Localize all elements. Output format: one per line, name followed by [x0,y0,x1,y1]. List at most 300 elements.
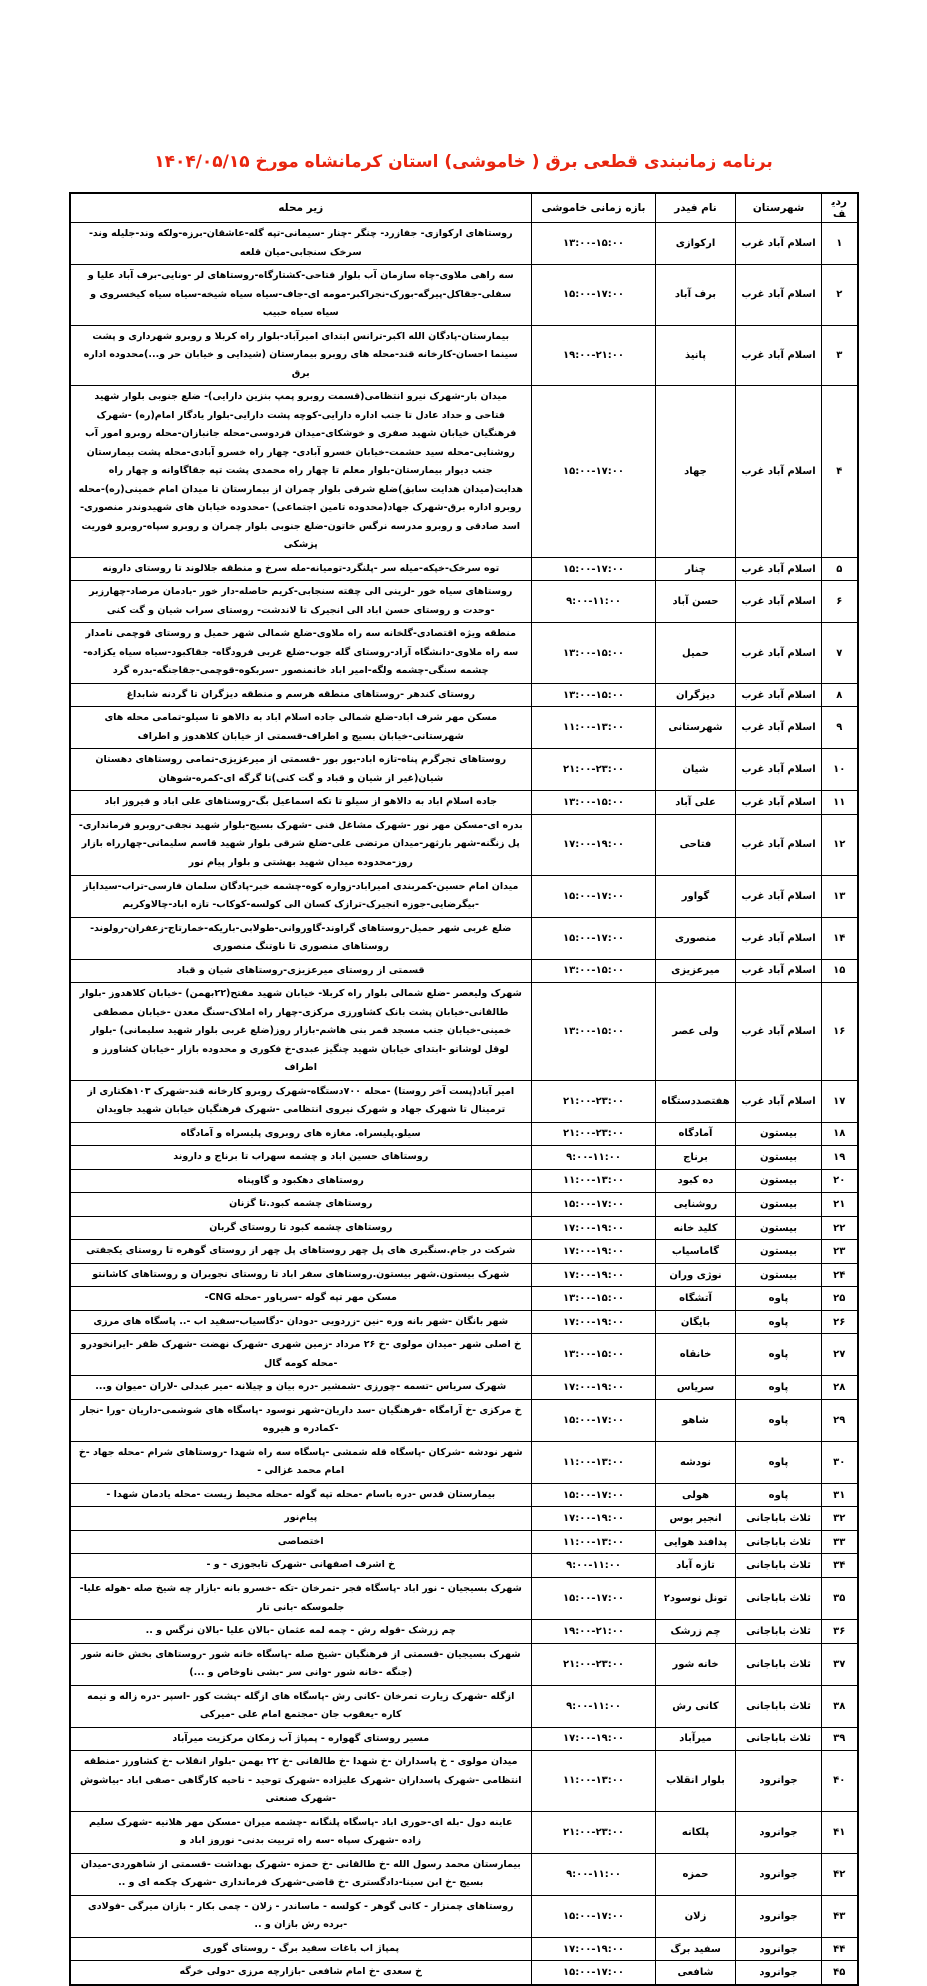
area-cell: قسمتی از روستای میرعزیزی-روستاهای شیان و قباد [70,959,532,983]
table-row [70,1507,858,1531]
county-cell: اسلام آباد غرب [736,325,822,386]
county-cell: اسلام آباد غرب [736,223,822,265]
table-row [70,1578,858,1620]
area-cell: اختصاصی [70,1530,532,1554]
table-row [70,791,858,815]
time-cell [532,791,656,815]
feeder-cell: حسن آباد [656,581,736,623]
feeder-cell: خانه شور [656,1643,736,1685]
area-cell: چم زرشک -قوله رش - چمه لمه عثمان -بالان علیا -بالان نرگس و .. [70,1620,532,1644]
time-cell [532,1310,656,1334]
county-cell: ثلاث باباجانی [736,1578,822,1620]
time-value: ۹:۰۰-۱۱:۰۰ [566,1560,621,1572]
time-cell [532,1853,656,1895]
row-number-cell: ۲۲ [822,1216,858,1240]
county-cell: اسلام آباد غرب [736,581,822,623]
county-cell: اسلام آباد غرب [736,707,822,749]
table-row [70,917,858,959]
area-cell: خ سعدی -خ امام شافعی -بازارچه مرزی -دولی خرگه [70,1961,532,1985]
feeder-cell: شهرستانی [656,707,736,749]
header-row [70,193,858,223]
area-cell: روستاهای ارکوازی- جفازرد- چنگر -چنار -سیمانی-تپه گله-عاشقان-برزه-ولکه وند-جلیله وند-سرخک سنجابی-میان قلعه [70,223,532,265]
time-cell [532,959,656,983]
time-value: ۲۱:۰۰-۲۳:۰۰ [563,764,624,776]
feeder-cell: برف آباد [656,265,736,326]
time-value: ۱۹:۰۰-۲۱:۰۰ [563,349,624,361]
time-value: ۱۷:۰۰-۱۹:۰۰ [563,839,624,851]
time-cell [532,1685,656,1727]
time-value: ۱۵:۰۰-۱۷:۰۰ [563,1967,624,1979]
row-number-cell: ۹ [822,707,858,749]
area-cell: خ اشرف اصفهانی -شهرک تابجوزی - و - [70,1554,532,1578]
time-cell [532,1751,656,1812]
time-value: ۱۵:۰۰-۱۷:۰۰ [563,465,624,477]
row-number-cell: ۱۰ [822,749,858,791]
feeder-cell: گاماسیاب [656,1240,736,1264]
time-cell [532,386,656,558]
area-cell: بیمارستان قدس -دره باسام -محله تپه گوله -محله محیط زیست -محله یادمان شهدا - [70,1483,532,1507]
area-cell: میدان امام حسین-کمربندی امیراباد-زواره کوه-چشمه خبر-پادگان سلمان فارسی-تراب-سیدایاز -بیگرضایی-جوزه انجیرک-ترازک کسان الی کولسه-کوکاب- تازه اباد-چالاوکریم [70,875,532,917]
feeder-cell: پانیذ [656,325,736,386]
county-cell: اسلام آباد غرب [736,557,822,581]
table-row [70,1287,858,1311]
feeder-cell: شافعی [656,1961,736,1985]
time-value: ۱۳:۰۰-۱۵:۰۰ [563,1349,624,1361]
table-row [70,983,858,1081]
time-value: ۹:۰۰-۱۱:۰۰ [566,1868,621,1880]
row-number-cell: ۲۹ [822,1399,858,1441]
table-row [70,1853,858,1895]
county-cell: ثلاث باباجانی [736,1727,822,1751]
table-row [70,1961,858,1985]
row-number-cell: ۳۵ [822,1578,858,1620]
time-cell [532,1507,656,1531]
county-cell: ثلاث باباجانی [736,1643,822,1685]
time-value: ۱۳:۰۰-۱۵:۰۰ [563,965,624,977]
time-value: ۱۱:۰۰-۱۳:۰۰ [563,1175,624,1187]
row-number-cell: ۱۹ [822,1146,858,1170]
area-cell: خ مرکزی -خ آرامگاه -فرهنگیان -سد داریان-شهر نوسود -پاسگاه های شوشمی-داریان -ورا -نجار -کمادره و هیروه [70,1399,532,1441]
time-cell [532,623,656,684]
time-cell [532,1554,656,1578]
row-number-cell: ۲ [822,265,858,326]
feeder-cell: بلوار انقلاب [656,1751,736,1812]
table-row [70,1727,858,1751]
time-cell [532,1895,656,1937]
area-cell: مسیر روستای گهواره - پمپاژ آب زمکان مرکزیت میرآباد [70,1727,532,1751]
time-cell [532,325,656,386]
table-row [70,1080,858,1122]
area-cell: امیر آباد(پست آخر روستا) -محله ۷۰۰دستگاه-شهرک روبرو کارخانه قند-شهرک ۱۰۳هکتاری از ترمینال تا شهرک جهاد و شهرک نیروی انتظامی -شهرک فرهنگیان خیابان شهید جاویدان [70,1080,532,1122]
area-cell: شهر نودشه -شرکان -پاسگاه قله شمشی -پاسگاه سه راه شهدا -روستاهای شرام -محله جهاد -خ امام محمد غزالی - [70,1441,532,1483]
time-cell [532,983,656,1081]
table-row [70,1376,858,1400]
county-cell: اسلام آباد غرب [736,875,822,917]
feeder-cell: برناج [656,1146,736,1170]
time-cell [532,1961,656,1985]
time-value: ۱۳:۰۰-۱۵:۰۰ [563,689,624,701]
time-cell [532,1080,656,1122]
time-value: ۱۵:۰۰-۱۷:۰۰ [563,1414,624,1426]
time-cell [532,1146,656,1170]
row-number-cell: ۱۳ [822,875,858,917]
feeder-cell: سفید برگ [656,1937,736,1961]
row-number-cell: ۲۴ [822,1263,858,1287]
county-cell: ثلاث باباجانی [736,1554,822,1578]
table-row [70,749,858,791]
time-value: ۲۱:۰۰-۲۳:۰۰ [563,1095,624,1107]
feeder-cell: تونل نوسود۲ [656,1578,736,1620]
area-cell: جاده اسلام اباد به دالاهو از سیلو تا تکه اسماعیل بگ-روستاهای علی اباد و فیروز اباد [70,791,532,815]
area-cell: روستاهای تجرگرم پناه-تازه اباد-بور بور -قسمتی از میرعزیزی-تمامی روستاهای دهستان شیان(غیر از شیان و قباد و گت کنی)تا گرگه ای-کمره-شوهان [70,749,532,791]
feeder-cell: ده کبود [656,1169,736,1193]
row-number-cell: ۶ [822,581,858,623]
table-row [70,1399,858,1441]
header-county: شهرستان [736,193,822,223]
table-row [70,581,858,623]
time-value: ۱۵:۰۰-۱۷:۰۰ [563,890,624,902]
feeder-cell: روشنایی [656,1193,736,1217]
time-cell [532,223,656,265]
header-time-range: بازه زمانی خاموشی [532,193,656,223]
feeder-cell: سریاس [656,1376,736,1400]
time-cell [532,1643,656,1685]
table-row [70,1643,858,1685]
area-cell: شهرک ولیعصر -ضلع شمالی بلوار راه کربلا- خیابان شهید مفتح(۲۲بهمن) -خیابان کلاهدوز -بلوار طالقانی-خیابان پشت بانک کشاورزی مرکزی-چهار راه املاک-سنگ معدن -خیابان مصطفی خمینی-خیابان جنب مسجد قمر بنی هاشم-بازار روز(ضلع غربی بلوار شهید سلیمانی) -بلوار لوقل لوشاتو -ابتدای خیابان شهید چنگیز عبدی-خ فکوری و محدوده بازار -خیابان کشاورز و اطراف [70,983,532,1081]
area-cell: پیام‌نور [70,1507,532,1531]
row-number-cell: ۲۳ [822,1240,858,1264]
county-cell: ثلاث باباجانی [736,1685,822,1727]
time-cell [532,1811,656,1853]
county-cell: بیستون [736,1169,822,1193]
county-cell: جوانرود [736,1853,822,1895]
time-cell [532,1620,656,1644]
table-header [70,193,858,223]
time-value: ۱۵:۰۰-۱۷:۰۰ [563,1489,624,1501]
table-row [70,1483,858,1507]
table-row [70,1310,858,1334]
county-cell: ثلاث باباجانی [736,1530,822,1554]
feeder-cell: علی آباد [656,791,736,815]
feeder-cell: آمادگاه [656,1122,736,1146]
time-value: ۱۷:۰۰-۱۹:۰۰ [563,1513,624,1525]
area-cell: شهرک بسیجیان -قسمتی از فرهنگیان -شیخ صله -پاسگاه خانه شور -روستاهای بخش خانه شور (جنگه -خانه شور -وانی سر -بشی ناوخاص و ...) [70,1643,532,1685]
area-cell: مسکن مهر شرف اباد-ضلع شمالی جاده اسلام اباد به دالاهو تا سیلو-تمامی محله های شهرستانی-خیابان بسیج و اطراف-قسمتی از خیابان کلاهدوز و اطراف [70,707,532,749]
area-cell: پمپاژ اب باغات سفید برگ - روستای گوری [70,1937,532,1961]
county-cell: پاوه [736,1483,822,1507]
time-cell [532,581,656,623]
table-row [70,1937,858,1961]
table-row [70,875,858,917]
area-cell: ازگله -شهرک زیارت تمرخان -کانی رش -پاسگاه های ازگله -پشت کور -اسپر -دره زاله و نیمه کاره -یعقوب جان -مجتمع امام علی -میرکی [70,1685,532,1727]
table-row [70,814,858,875]
time-cell [532,1530,656,1554]
table-row [70,1685,858,1727]
time-cell [532,1727,656,1751]
feeder-cell: ارکوازی [656,223,736,265]
feeder-cell: میرآباد [656,1727,736,1751]
row-number-cell: ۲۱ [822,1193,858,1217]
row-number-cell: ۱۵ [822,959,858,983]
header-area: زیر محله [70,193,532,223]
time-value: ۱۱:۰۰-۱۳:۰۰ [563,1456,624,1468]
feeder-cell: انجیر بوس [656,1507,736,1531]
feeder-cell: ولی عصر [656,983,736,1081]
time-cell [532,557,656,581]
table-row [70,683,858,707]
time-value: ۱۷:۰۰-۱۹:۰۰ [563,1382,624,1394]
row-number-cell: ۲۰ [822,1169,858,1193]
row-number-cell: ۴۴ [822,1937,858,1961]
time-value: ۱۷:۰۰-۱۹:۰۰ [563,1246,624,1258]
time-cell [532,1441,656,1483]
header-row-number: ردیف [822,193,858,223]
time-value: ۱۳:۰۰-۱۵:۰۰ [563,1293,624,1305]
area-cell: سه راهی ملاوی-چاه سازمان آب بلوار فتاحی-کشتارگاه-روستاهای لر -ونایی-برف آباد علیا و سفلی-جقاکل-پیرگه-بورک-نجراکبر-مومه ای-جاف-سیاه سیاه شیخه-سیاه سیاه کیخسروی و سیاه سیاه حبیب [70,265,532,326]
area-cell: بیمارستان-پادگان الله اکبر-ترانس ابتدای امیرآباد-بلوار راه کربلا و روبرو شهرداری و پشت سینما احسان-کارخانه قند-محله های روبرو بیمارستان (شیدایی و خیابان حر و...)محدوده اداره برق [70,325,532,386]
area-cell: روستاهای حسین اباد و چشمه سهراب تا برناج و داروند [70,1146,532,1170]
area-cell: شهر بانگان -شهر بانه وره -نین -زردویی -دودان -دگاسیاب-سفید اب -.. پاسگاه های مرزی [70,1310,532,1334]
table-row [70,1811,858,1853]
feeder-cell: چم زرشک [656,1620,736,1644]
time-value: ۱۷:۰۰-۱۹:۰۰ [563,1269,624,1281]
county-cell: اسلام آباد غرب [736,683,822,707]
row-number-cell: ۳۷ [822,1643,858,1685]
time-cell [532,1169,656,1193]
area-cell: توه سرخک-خپکه-میله سر -پلنگرد-تومیانه-مله سرخ و منطقه جلالوند تا روستای دارونه [70,557,532,581]
county-cell: جوانرود [736,1811,822,1853]
feeder-cell: منصوری [656,917,736,959]
time-value: ۱۵:۰۰-۱۷:۰۰ [563,1593,624,1605]
county-cell: پاوه [736,1287,822,1311]
row-number-cell: ۳۶ [822,1620,858,1644]
row-number-cell: ۴۵ [822,1961,858,1985]
feeder-cell: آتشگاه [656,1287,736,1311]
county-cell: ثلاث باباجانی [736,1507,822,1531]
time-cell [532,1376,656,1400]
time-value: ۱۱:۰۰-۱۳:۰۰ [563,722,624,734]
feeder-cell: هولی [656,1483,736,1507]
table-row [70,1441,858,1483]
row-number-cell: ۳۴ [822,1554,858,1578]
row-number-cell: ۴۱ [822,1811,858,1853]
table-row [70,386,858,558]
table-row [70,1169,858,1193]
feeder-cell: شاهو [656,1399,736,1441]
row-number-cell: ۲۸ [822,1376,858,1400]
table-row [70,1895,858,1937]
area-cell: شهرک بیستون.شهر بیستون.روستاهای سفر اباد تا روستای نجویران و روستاهای کاشانتو [70,1263,532,1287]
time-value: ۱۵:۰۰-۱۷:۰۰ [563,289,624,301]
county-cell: بیستون [736,1146,822,1170]
table-row [70,1146,858,1170]
table-row [70,1193,858,1217]
time-value: ۱۵:۰۰-۱۷:۰۰ [563,1910,624,1922]
county-cell: پاوه [736,1376,822,1400]
feeder-cell: نوژی وران [656,1263,736,1287]
time-value: ۱۹:۰۰-۲۱:۰۰ [563,1625,624,1637]
time-value: ۱۵:۰۰-۱۷:۰۰ [563,1198,624,1210]
row-number-cell: ۴۳ [822,1895,858,1937]
time-value: ۱۳:۰۰-۱۵:۰۰ [563,1025,624,1037]
schedule-table-body [70,223,858,1985]
feeder-cell: میرعزیزی [656,959,736,983]
area-cell: عاینه دول -بله ای-حوری اباد -پاسگاه پلنگانه -چشمه میران -مسکن مهر هلانیه -شهرک سلیم زاده -شهرک سپاه -سه راه تربیت بدنی- نوروز اباد و [70,1811,532,1853]
area-cell: روستاهای دهکبود و گاوپناه [70,1169,532,1193]
row-number-cell: ۳۸ [822,1685,858,1727]
area-cell: روستاهای سیاه خور -لرینی الی چفته سنجابی-کریم حاصله-دار خور -بادمان مرصاد-چهارزبر -وحدت و روستای حسن اباد الی انجیرک تا لاندشت- روستای سراب شیان و گت کنی [70,581,532,623]
row-number-cell: ۱ [822,223,858,265]
county-cell: جوانرود [736,1895,822,1937]
table-row [70,1122,858,1146]
row-number-cell: ۳۱ [822,1483,858,1507]
row-number-cell: ۴ [822,386,858,558]
county-cell: اسلام آباد غرب [736,623,822,684]
feeder-cell: پلکانه [656,1811,736,1853]
table-row [70,1751,858,1812]
county-cell: اسلام آباد غرب [736,959,822,983]
feeder-cell: خانقاه [656,1334,736,1376]
table-row [70,1530,858,1554]
county-cell: اسلام آباد غرب [736,386,822,558]
time-value: ۱۷:۰۰-۱۹:۰۰ [563,1733,624,1745]
feeder-cell: جهاد [656,386,736,558]
county-cell: اسلام آباد غرب [736,1080,822,1122]
table-row [70,959,858,983]
area-cell: شرکت در جام.سنگبری های پل چهر روستاهای پل چهر از روستای گوهره تا روستای یکجفتی [70,1240,532,1264]
area-cell: روستاهای چشمه کبود.تا گزنان [70,1193,532,1217]
time-cell [532,1193,656,1217]
county-cell: ثلاث باباجانی [736,1620,822,1644]
table-row [70,557,858,581]
row-number-cell: ۷ [822,623,858,684]
time-cell [532,1937,656,1961]
feeder-cell: بایگان [656,1310,736,1334]
area-cell: سیلو.پلیسراه. مغازه های روبروی پلیسراه و آمادگاه [70,1122,532,1146]
county-cell: بیستون [736,1240,822,1264]
area-cell: شهرک بسیجیان - نور اباد -پاسگاه فجر -تمرخان -تکه -خسرو بانه -بازار چه شیخ صله -هوله علیا- جلموسکه -بانی تار [70,1578,532,1620]
time-value: ۲۱:۰۰-۲۳:۰۰ [563,1128,624,1140]
row-number-cell: ۱۷ [822,1080,858,1122]
row-number-cell: ۸ [822,683,858,707]
page-title: برنامه زمانبندی قطعی برق ( خاموشی) استان کرمانشاه مورخ ۱۴۰۴/۰۵/۱۵ [154,152,773,172]
county-cell: اسلام آباد غرب [736,749,822,791]
time-value: ۲۱:۰۰-۲۳:۰۰ [563,1658,624,1670]
row-number-cell: ۱۲ [822,814,858,875]
time-cell [532,1122,656,1146]
time-cell [532,875,656,917]
county-cell: بیستون [736,1263,822,1287]
row-number-cell: ۵ [822,557,858,581]
time-cell [532,1334,656,1376]
table-row [70,707,858,749]
table-row [70,1263,858,1287]
time-cell [532,1287,656,1311]
feeder-cell: دیزگران [656,683,736,707]
feeder-cell: شیان [656,749,736,791]
area-cell: خ اصلی شهر -میدان مولوی -خ ۲۶ مرداد -زمین شهری -شهرک نهضت -شهرک ظفر -ایرانخودرو -محله کومه گال [70,1334,532,1376]
table-row [70,1620,858,1644]
feeder-cell: کلید خانه [656,1216,736,1240]
row-number-cell: ۳۹ [822,1727,858,1751]
table-row [70,623,858,684]
row-number-cell: ۳ [822,325,858,386]
row-number-cell: ۲۷ [822,1334,858,1376]
county-cell: اسلام آباد غرب [736,917,822,959]
county-cell: بیستون [736,1193,822,1217]
time-value: ۱۵:۰۰-۱۷:۰۰ [563,563,624,575]
feeder-cell: حمیل [656,623,736,684]
feeder-cell: فتاحی [656,814,736,875]
row-number-cell: ۳۳ [822,1530,858,1554]
time-value: ۹:۰۰-۱۱:۰۰ [566,1151,621,1163]
time-value: ۱۷:۰۰-۱۹:۰۰ [563,1222,624,1234]
feeder-cell: تازه آباد [656,1554,736,1578]
time-cell [532,683,656,707]
time-value: ۱۱:۰۰-۱۳:۰۰ [563,1536,624,1548]
county-cell: بیستون [736,1216,822,1240]
area-cell: منطقه ویژه اقتصادی-گلخانه سه راه ملاوی-ضلع شمالی شهر حمیل و روستای قوچمی نامدار سه راه ملاوی-دانشگاه آزاد-روستای گله جوب-ضلع غربی فرودگاه- جقاکبود-سیاه سیاه یکزاده-چشمه سنگی-چشمه ولگه-امیر اباد خانمنصور -سربکوه-قوچمی-جقاجنگه-بدره گرد [70,623,532,684]
county-cell: پاوه [736,1310,822,1334]
county-cell: پاوه [736,1441,822,1483]
area-cell: روستاهای چشمه کبود تا روستای گربان [70,1216,532,1240]
time-value: ۱۱:۰۰-۱۳:۰۰ [563,1775,624,1787]
time-cell [532,749,656,791]
time-cell [532,917,656,959]
schedule-table [69,192,859,1986]
time-value: ۱۵:۰۰-۱۷:۰۰ [563,932,624,944]
time-cell [532,814,656,875]
feeder-cell: حمزه [656,1853,736,1895]
time-value: ۱۳:۰۰-۱۵:۰۰ [563,238,624,250]
feeder-cell: کانی رش [656,1685,736,1727]
feeder-cell: گواور [656,875,736,917]
time-cell [532,1216,656,1240]
time-value: ۱۳:۰۰-۱۵:۰۰ [563,647,624,659]
area-cell: ضلع غربی شهر حمیل-روستاهای گراوند-گاوروانی-طولابی-باریکه-خمارتاج-زعفران-رولوند-روستاهای منصوری تا ناوتنگ منصوری [70,917,532,959]
feeder-cell: هفتصددستگاه [656,1080,736,1122]
table-row [70,325,858,386]
row-number-cell: ۲۶ [822,1310,858,1334]
time-value: ۱۳:۰۰-۱۵:۰۰ [563,797,624,809]
row-number-cell: ۱۶ [822,983,858,1081]
county-cell: جوانرود [736,1751,822,1812]
time-cell [532,1399,656,1441]
county-cell: اسلام آباد غرب [736,791,822,815]
table-row [70,265,858,326]
time-cell [532,1240,656,1264]
time-value: ۹:۰۰-۱۱:۰۰ [566,596,621,608]
area-cell: مسکن مهر تپه گوله -سرپاور -محله CNG- [70,1287,532,1311]
county-cell: جوانرود [736,1961,822,1985]
county-cell: اسلام آباد غرب [736,814,822,875]
feeder-cell: نودشه [656,1441,736,1483]
time-value: ۱۷:۰۰-۱۹:۰۰ [563,1943,624,1955]
area-cell: میدان مولوی - خ پاسداران -خ شهدا -خ طالقانی -خ ۲۲ بهمن -بلوار انقلاب -خ کشاورز -منطقه انتظامی -شهرک پاسداران -شهرک علیزاده -شهرک توحید - ناحیه کارگاهی -صفی اباد -بیاشوش -شهرک صنعتی [70,1751,532,1812]
row-number-cell: ۱۱ [822,791,858,815]
row-number-cell: ۳۰ [822,1441,858,1483]
feeder-cell: زلان [656,1895,736,1937]
time-cell [532,1263,656,1287]
table-row [70,1554,858,1578]
area-cell: روستای کندهر -روستاهای منطقه هرسم و منطقه دیزگران تا گردنه شابداغ [70,683,532,707]
county-cell: پاوه [736,1399,822,1441]
feeder-cell: چنار [656,557,736,581]
time-cell [532,707,656,749]
table-row [70,223,858,265]
table-row [70,1334,858,1376]
area-cell: میدان بار-شهرک نیرو انتظامی(قسمت روبرو پمپ بنزین دارایی)- ضلع جنوبی بلوار شهید فتاحی و حداد عادل تا جنب اداره دارایی-کوچه پشت دارایی-بلوار یادگار امام(ره) -شهرک فرهنگیان خیابان شهید صفری و خوشکای-میدان فردوسی-محله جانبازان-محله روبرو امور آب روشنایی-محله سید حشمت-خیابان خسرو آبادی- چهار راه خسرو آبادی-محله پشت بیمارستان جنب دیوار بیمارستان-بلوار معلم تا چهار راه محمدی پشت تپه جقاگاوانه و چهار راه هدایت(میدان هدایت سابق)ضلع شرقی بلوار چمران از بیمارستان تا میدان امام خمینی(ره)-محله روبرو اداره برق-شهرک جهاد(محدوده تامین اجتماعی) -محدوده خیابان های شهیدوندر منصوری-اسد صادقی و روبرو مدرسه نرگس خاتون-ضلع جنوبی بلوار چمران و روبرو سپاه-روبرو فوریت پزشکی [70,386,532,558]
